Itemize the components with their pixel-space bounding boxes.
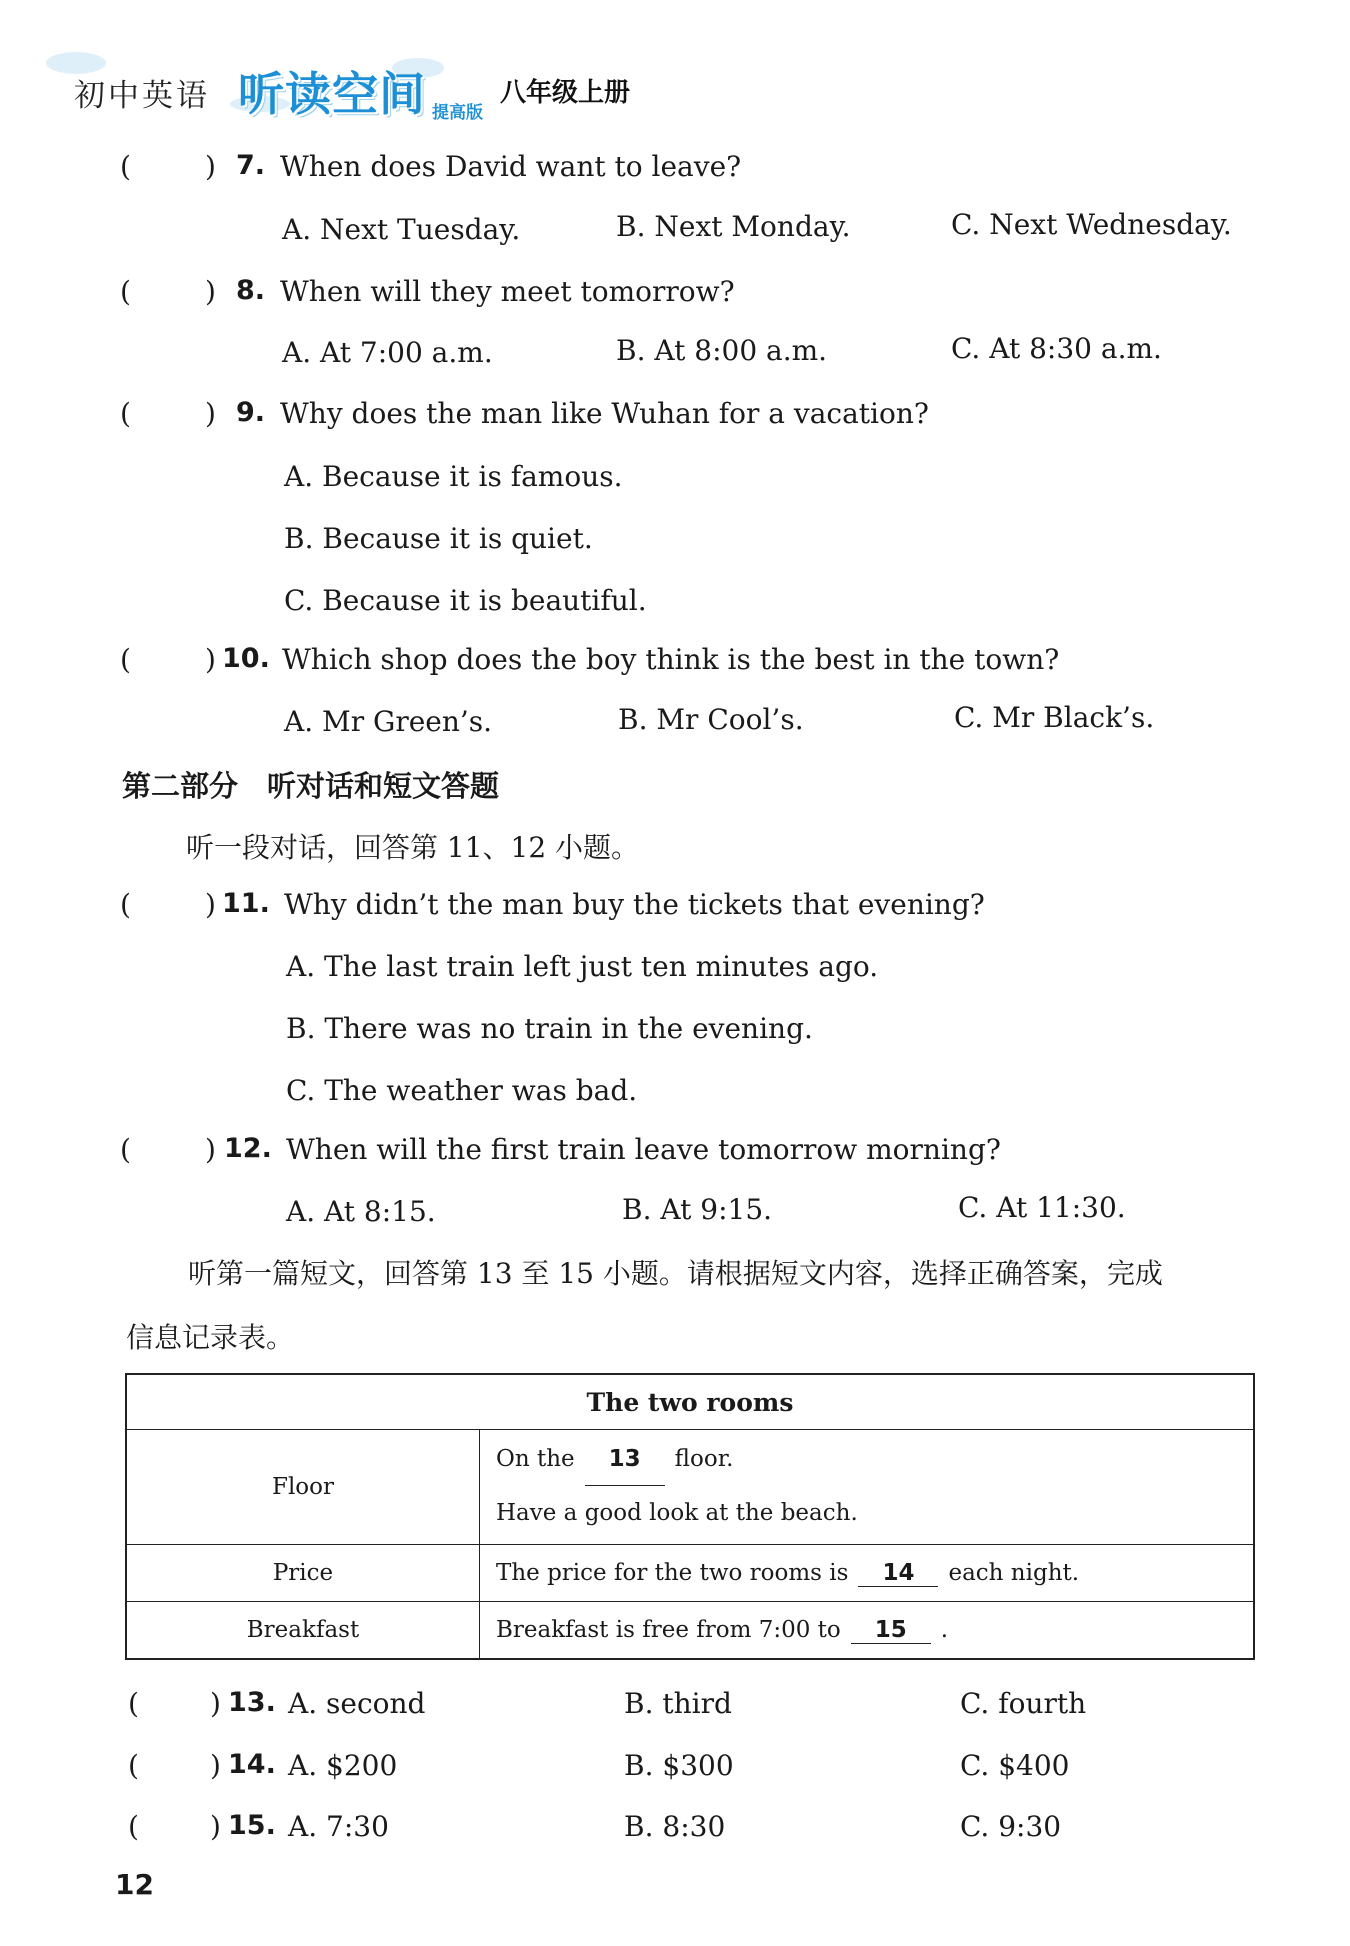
option-a: A. Because it is famous. [284,460,623,493]
question-12 [0,1133,1350,1181]
question-14 [0,1749,1350,1797]
subject-title: 初中英语 [74,78,210,114]
option-a: A. Next Tuesday. [282,213,521,246]
instruction-dialogue: 听一段对话，回答第 11、12 小题。 [186,831,640,864]
question-number: 10. [222,643,270,674]
answer-paren-close: ) [210,1687,221,1720]
question-13 [0,1687,1350,1735]
question-number: 9. [236,397,266,428]
question-text: Why didn’t the man buy the tickets that evening? [284,888,985,921]
answer-paren-open: ( [120,643,131,676]
answer-paren-open: ( [120,397,131,430]
question-text: When will they meet tomorrow? [280,275,735,308]
question-8 [0,275,1350,323]
blank-14[interactable]: 14 [858,1560,938,1587]
option-c: C. $400 [960,1749,1070,1782]
breakfast-text-before: Breakfast is free from 7:00 to [496,1616,841,1643]
option-a: A. At 7:00 a.m. [282,336,493,369]
option-a: A. The last train left just ten minutes ago. [286,950,879,983]
question-15 [0,1810,1350,1858]
question-number: 11. [222,888,270,919]
option-a: A. At 8:15. [286,1195,436,1228]
answer-paren-open: ( [120,275,131,308]
answer-paren-close: ) [205,275,216,308]
question-9 [0,397,1350,445]
floor-content [480,1430,1255,1545]
floor-text-before: On the [496,1446,575,1472]
option-b: B. 8:30 [624,1810,726,1843]
table-row-price [126,1545,1254,1602]
option-c: C. Mr Black’s. [954,701,1155,734]
section-title: 第二部分 听对话和短文答题 [122,769,500,803]
price-content [480,1545,1255,1602]
table-title: The two rooms [126,1374,1254,1430]
question-10 [0,643,1350,691]
answer-paren-close: ) [210,1810,221,1843]
question-text: When does David want to leave? [280,150,742,183]
answer-paren-open: ( [120,1133,131,1166]
answer-paren-close: ) [205,150,216,183]
question-11 [0,888,1350,936]
option-b: B. $300 [624,1749,734,1782]
question-number: 12. [224,1133,272,1164]
question-text: Which shop does the boy think is the best in the town? [282,643,1060,676]
option-a: A. 7:30 [288,1810,389,1843]
floor-line-2: Have a good look at the beach. [496,1500,858,1526]
option-a: A. second [288,1687,426,1720]
question-7 [0,150,1350,198]
answer-paren-open: ( [128,1749,139,1782]
option-b: B. There was no train in the evening. [286,1012,813,1045]
info-record-table [125,1373,1255,1660]
option-b: B. Mr Cool’s. [618,703,804,736]
option-b: B. Next Monday. [616,210,851,243]
answer-paren-close: ) [205,888,216,921]
price-text-before: The price for the two rooms is [496,1559,849,1586]
option-b: B. At 8:00 a.m. [616,334,828,367]
brand-logo-text: 听读空间 [238,67,426,121]
floor-line-1 [496,1433,1252,1485]
option-b: B. third [624,1687,732,1720]
option-b: B. Because it is quiet. [284,522,593,555]
question-text: Why does the man like Wuhan for a vacation? [280,397,929,430]
question-number: 13. [228,1687,276,1718]
instruction-passage-cont: 信息记录表。 [126,1321,295,1354]
option-c: C. fourth [960,1687,1087,1720]
option-a: A. Mr Green’s. [284,705,493,738]
answer-paren-close: ) [210,1749,221,1782]
option-a: A. $200 [288,1749,398,1782]
instruction-passage: 听第一篇短文，回答第 13 至 15 小题。请根据短文内容，选择正确答案，完成 [188,1257,1163,1290]
page-number: 12 [115,1868,154,1901]
answer-paren-open: ( [120,150,131,183]
question-number: 15. [228,1810,276,1841]
floor-text-after: floor. [674,1446,734,1472]
answer-paren-open: ( [128,1810,139,1843]
option-b: B. At 9:15. [622,1193,773,1226]
option-c: C. At 11:30. [958,1191,1126,1224]
breakfast-text-after: . [940,1616,949,1643]
edition-label: 提高版 [432,103,483,123]
price-text-after: each night. [948,1559,1080,1586]
option-c: C. Because it is beautiful. [284,584,647,617]
page-header [0,0,1350,130]
table-row-floor [126,1430,1254,1545]
answer-paren-open: ( [120,888,131,921]
option-c: C. Next Wednesday. [951,208,1232,241]
blank-13[interactable]: 13 [585,1433,665,1486]
label-price: Price [126,1545,480,1602]
question-number: 14. [228,1749,276,1780]
option-c: C. At 8:30 a.m. [951,332,1162,365]
grade-label: 八年级上册 [500,78,631,108]
table-row-breakfast [126,1602,1254,1660]
label-floor: Floor [126,1430,480,1545]
answer-paren-open: ( [128,1687,139,1720]
answer-paren-close: ) [205,397,216,430]
answer-paren-close: ) [205,643,216,676]
option-c: C. The weather was bad. [286,1074,638,1107]
table-header-row [126,1374,1254,1430]
breakfast-content [480,1602,1255,1660]
option-c: C. 9:30 [960,1810,1062,1843]
question-number: 7. [236,150,266,181]
question-number: 8. [236,275,266,306]
answer-paren-close: ) [205,1133,216,1166]
label-breakfast: Breakfast [126,1602,480,1660]
blank-15[interactable]: 15 [851,1617,931,1644]
question-text: When will the first train leave tomorrow morning? [286,1133,1001,1166]
